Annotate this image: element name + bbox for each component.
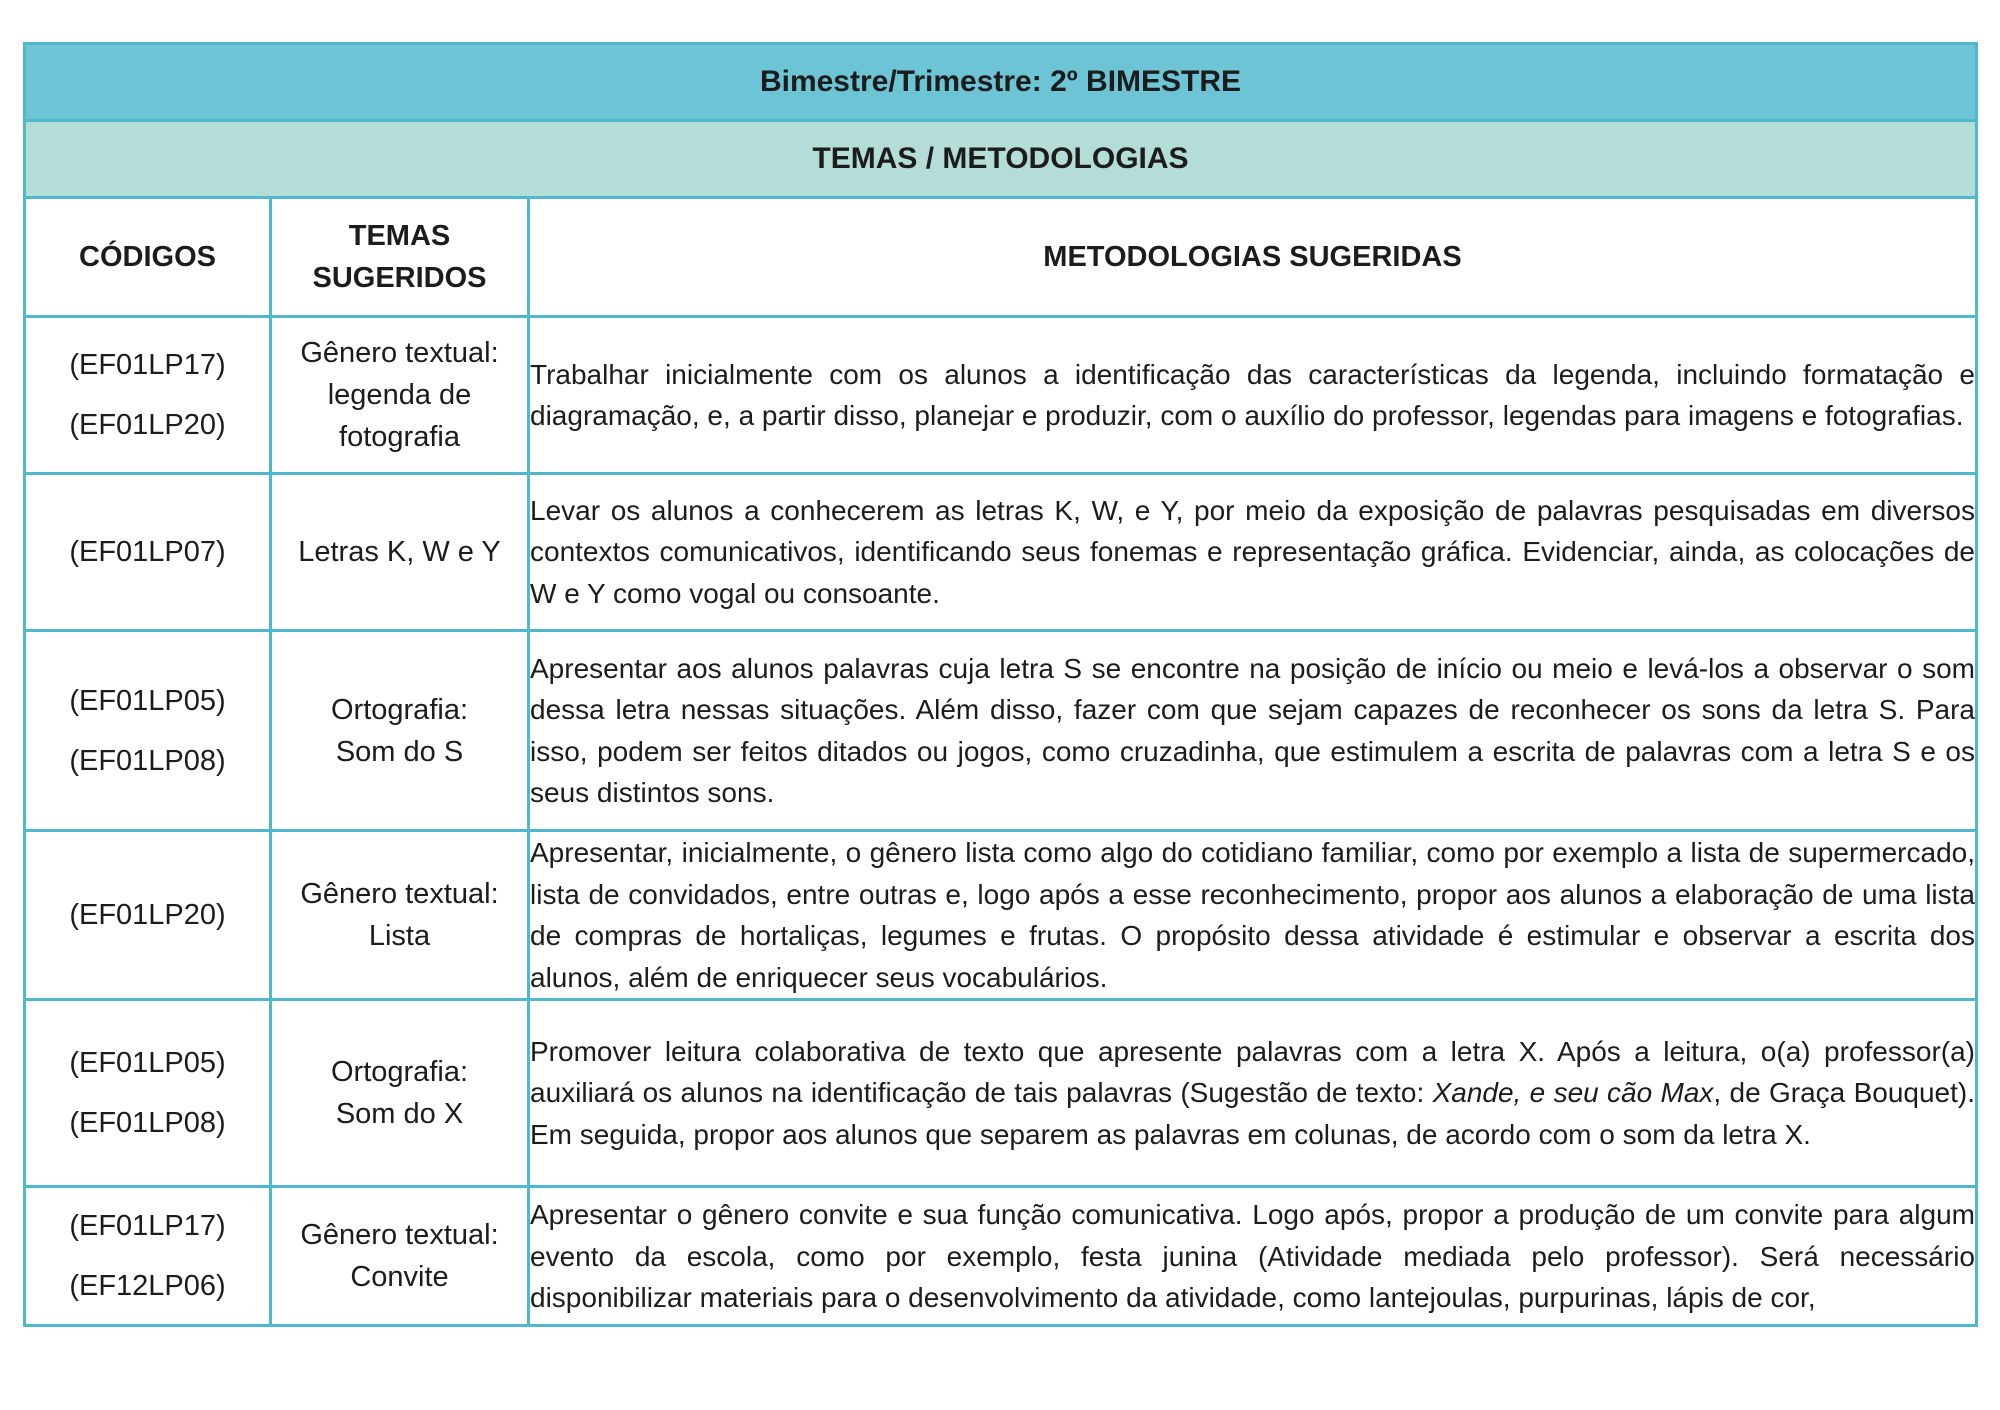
column-header-themes	[271, 198, 529, 317]
row-theme-cell	[271, 831, 529, 1000]
row-theme-cell	[271, 1187, 529, 1326]
column-header-codes: CÓDIGOS	[25, 198, 271, 317]
row-method-cell: Trabalhar inicialmente com os alunos a identificação das características da legenda, incluindo formatação e diagramação, e, a partir disso, planejar e produzir, com o auxílio do professor, legendas para imagens e fotografias.	[529, 317, 1977, 474]
row-method-cell: Levar os alunos a conhecerem as letras K, W, e Y, por meio da exposição de palavras pesquisadas em diversos contextos comunicativos, identificando seus fonemas e representação gráfica. Evidenciar, ainda, as colocações de W e Y como vogal ou consoante.	[529, 474, 1977, 631]
theme-line: Lista	[368, 920, 431, 952]
table-row	[25, 1000, 1977, 1187]
code-label: (EF01LP05)	[69, 684, 226, 717]
book-title: Xande, e seu cão Max	[1432, 1077, 1714, 1109]
code-label: (EF01LP17)	[69, 349, 226, 381]
row-codes-cell	[25, 1000, 271, 1187]
code-label: (EF01LP08)	[69, 744, 226, 777]
column-header-methods: METODOLOGIAS SUGERIDAS	[529, 198, 1977, 317]
period-title: Bimestre/Trimestre: 2º BIMESTRE	[25, 44, 1977, 121]
column-header-themes-line1: TEMAS	[348, 220, 451, 252]
row-codes-cell	[25, 474, 271, 631]
row-method-cell	[529, 1000, 1977, 1187]
table-row	[25, 1187, 1977, 1326]
theme-line: Convite	[350, 1261, 449, 1293]
section-title: TEMAS / METODOLOGIAS	[25, 121, 1977, 198]
code-label: (EF01LP05)	[69, 1047, 226, 1079]
theme-line: fotografia	[339, 421, 460, 453]
table-row	[25, 831, 1977, 1000]
theme-line: Ortografia:	[331, 693, 468, 726]
column-header-row	[25, 198, 1977, 317]
row-method-cell: Apresentar o gênero convite e sua função comunicativa. Logo após, propor a produção de um convite para algum evento da escola, como por exemplo, festa junina (Atividade mediada pelo professor). Será necessário disponibilizar materiais para o desenvolvimento da atividade, como lantejoulas, purpurinas, lápis de cor,	[529, 1187, 1977, 1326]
row-codes-cell	[25, 1187, 271, 1326]
section-header-row	[25, 121, 1977, 198]
code-label: (EF01LP17)	[69, 1210, 226, 1242]
code-label: (EF01LP20)	[69, 899, 226, 931]
theme-line: Gênero textual:	[300, 1219, 499, 1251]
table-row	[25, 317, 1977, 474]
code-label: (EF01LP08)	[69, 1107, 226, 1139]
theme-line: Gênero textual:	[300, 878, 499, 910]
row-codes-cell	[25, 317, 271, 474]
row-theme-cell	[271, 631, 529, 831]
theme-line: Som do X	[335, 1098, 464, 1130]
theme-line: Gênero textual:	[300, 337, 499, 369]
theme-line: Letras K, W e Y	[298, 536, 501, 568]
row-codes-cell	[25, 631, 271, 831]
method-text-before: Promover leitura colaborativa de texto que apresente palavras com a letra X. Após a leitura, o(a) professor(a) auxiliará os alunos na identificação de tais palavras (Sugestão de texto:	[530, 1035, 1975, 1109]
row-method-cell: Apresentar aos alunos palavras cuja letra S se encontre na posição de início ou meio e levá-los a observar o som dessa letra nessas situações. Além disso, fazer com que sejam capazes de reconhecer os sons da letra S. Para isso, podem ser feitos ditados ou jogos, como cruzadinha, que estimulem a escrita de palavras com a letra S e os seus distintos sons.	[529, 631, 1977, 831]
code-label: (EF01LP20)	[69, 409, 226, 441]
method-text-after: , de Graça Bouquet). Em seguida, propor aos alunos que separem as palavras em colunas, de acordo com o som da letra X.	[530, 1077, 1976, 1150]
theme-line: Som do S	[335, 735, 464, 768]
code-label: (EF01LP07)	[69, 536, 226, 568]
methodology-table	[23, 42, 1978, 1327]
code-label: (EF12LP06)	[69, 1270, 226, 1302]
theme-line: legenda de	[327, 379, 472, 411]
table-row	[25, 474, 1977, 631]
row-theme-cell	[271, 1000, 529, 1187]
row-codes-cell	[25, 831, 271, 1000]
row-method-cell: Apresentar, inicialmente, o gênero lista como algo do cotidiano familiar, como por exemplo a lista de supermercado, lista de convidados, entre outras e, logo após a esse reconhecimento, propor aos alunos a elaboração de uma lista de compras de hortaliças, legumes e frutas. O propósito dessa atividade é estimular e observar a escrita dos alunos, além de enriquecer seus vocabulários.	[529, 831, 1977, 1000]
period-header-row	[25, 44, 1977, 121]
theme-line: Ortografia:	[331, 1056, 468, 1088]
table-row	[25, 631, 1977, 831]
column-header-themes-line2: SUGERIDOS	[312, 262, 487, 294]
row-theme-cell	[271, 317, 529, 474]
row-theme-cell	[271, 474, 529, 631]
